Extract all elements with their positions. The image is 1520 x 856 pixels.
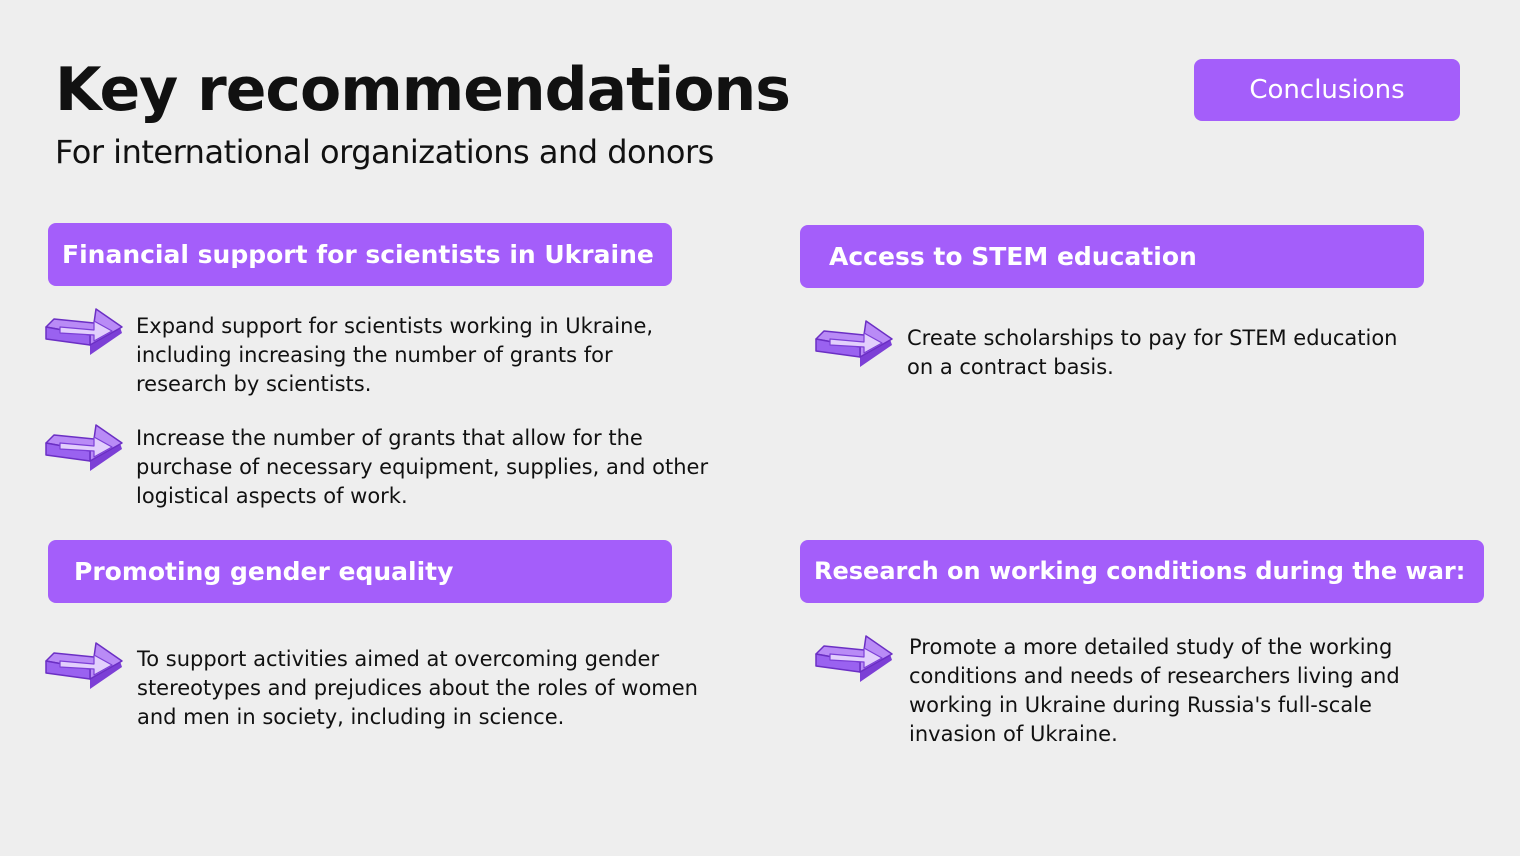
arrow-icon <box>44 639 124 691</box>
conclusions-button[interactable]: Conclusions <box>1194 59 1460 121</box>
arrow-icon <box>814 317 894 369</box>
page-subtitle: For international organizations and donors <box>55 133 714 171</box>
list-item-text: Promote a more detailed study of the working conditions and needs of researchers living and working in Ukraine during Russia's full-scale invasion of Ukraine. <box>909 635 1400 746</box>
arrow-icon <box>814 632 894 684</box>
list-item-text: To support activities aimed at overcoming gender stereotypes and prejudices about the roles of women and men in society, including in science. <box>137 647 698 729</box>
list-item-text: Create scholarships to pay for STEM education on a contract basis. <box>907 326 1398 379</box>
arrow-icon <box>44 421 124 473</box>
section-header-gender-equality: Promoting gender equality <box>48 540 672 603</box>
list-item-text: Increase the number of grants that allow for the purchase of necessary equipment, supplies, and other logistical aspects of work. <box>136 426 709 508</box>
section-header-stem-education: Access to STEM education <box>800 225 1424 288</box>
section-header-financial-support: Financial support for scientists in Ukraine <box>48 223 672 286</box>
page-title: Key recommendations <box>55 55 790 125</box>
arrow-icon <box>44 305 124 357</box>
list-item-text: Expand support for scientists working in Ukraine, including increasing the number of grants for research by scientists. <box>136 314 654 396</box>
section-header-research-working-conditions: Research on working conditions during the war: <box>800 540 1484 603</box>
